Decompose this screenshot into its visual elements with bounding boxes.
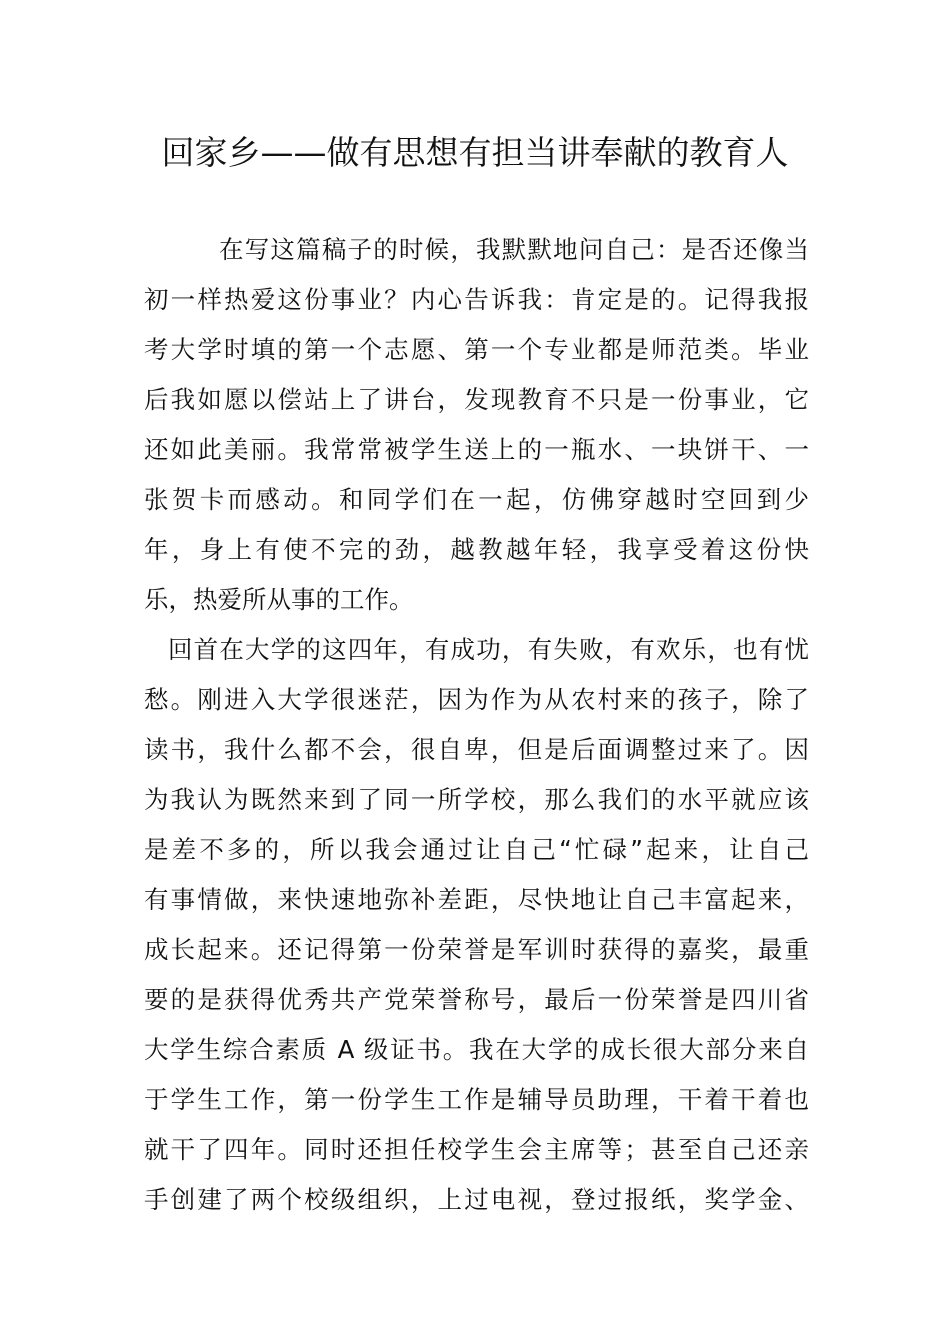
paragraph-line: 还如此美丽。我常常被学生送上的一瓶水、一块饼干、一 [144, 435, 809, 464]
paragraph-line: 在写这篇稿子的时候，我默默地问自己：是否还像当 [219, 235, 809, 264]
paragraph-line: 手创建了两个校级组织，上过电视，登过报纸，奖学金、 [144, 1185, 809, 1214]
paragraph-line: 张贺卡而感动。和同学们在一起，仿佛穿越时空回到少 [144, 485, 809, 514]
paragraph-line: 年，身上有使不完的劲，越教越年轻，我享受着这份快 [144, 535, 809, 564]
paragraph-line: 初一样热爱这份事业？内心告诉我：肯定是的。记得我报 [144, 285, 809, 314]
paragraph-line: 为我认为既然来到了同一所学校，那么我们的水平就应该 [144, 785, 809, 814]
paragraph-line: 愁。刚进入大学很迷茫，因为作为从农村来的孩子，除了 [144, 685, 809, 714]
paragraph-line: 读书，我什么都不会，很自卑，但是后面调整过来了。因 [144, 735, 809, 764]
paragraph-line: 于学生工作，第一份学生工作是辅导员助理，干着干着也 [144, 1085, 809, 1114]
paragraph-line: 后我如愿以偿站上了讲台，发现教育不只是一份事业，它 [144, 385, 809, 414]
document-body [144, 225, 809, 1225]
document-title: 回家乡——做有思想有担当讲奉献的教育人 [161, 133, 789, 172]
paragraph-2 [144, 625, 809, 1225]
paragraph-line: 乐，热爱所从事的工作。 [144, 585, 414, 614]
paragraph-line: 要的是获得优秀共产党荣誉称号，最后一份荣誉是四川省 [144, 985, 809, 1014]
paragraph-line: 成长起来。还记得第一份荣誉是军训时获得的嘉奖，最重 [144, 935, 809, 964]
paragraph-line: 有事情做，来快速地弥补差距，尽快地让自己丰富起来， [144, 885, 809, 914]
paragraph-line: 考大学时填的第一个志愿、第一个专业都是师范类。毕业 [144, 335, 809, 364]
paragraph-line: 回首在大学的这四年，有成功，有失败，有欢乐，也有忧 [168, 635, 809, 664]
paragraph-line: 就干了四年。同时还担任校学生会主席等；甚至自己还亲 [144, 1135, 809, 1164]
paragraph-line: 是差不多的，所以我会通过让自己“忙碌”起来，让自己 [144, 835, 809, 864]
paragraph-line: 大学生综合素质 A 级证书。我在大学的成长很大部分来自 [144, 1035, 809, 1064]
paragraph-1 [144, 225, 809, 625]
